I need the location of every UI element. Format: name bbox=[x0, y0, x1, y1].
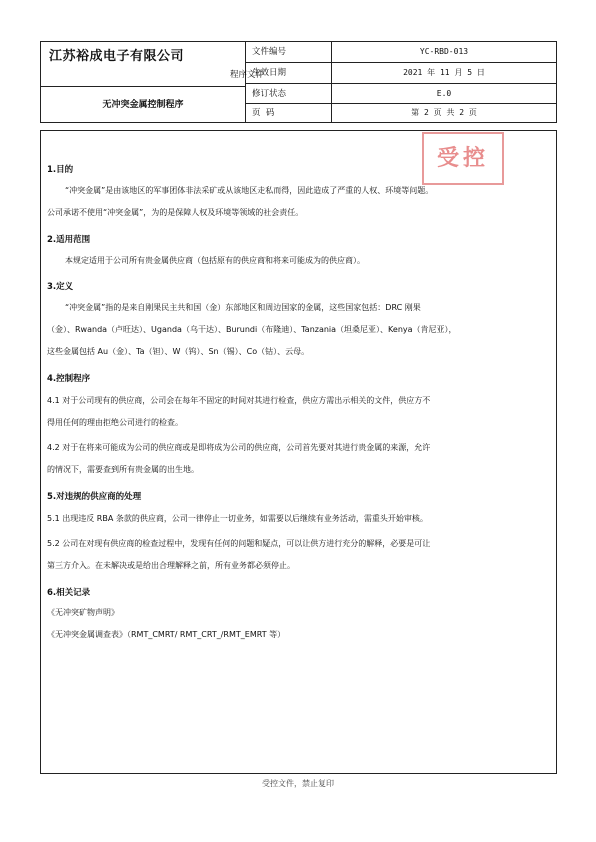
paragraph: “冲突金属”指的是来自刚果民主共和国（金）东部地区和周边国家的金属，这些国家包括：DRC 刚果 bbox=[65, 303, 421, 312]
page-footer: 受控文件，禁止复印 bbox=[262, 779, 334, 788]
paragraph: 这些金属包括 Au（金）、Ta（钽）、W（钨）、Sn（锡）、Co（钴）、云母。 bbox=[47, 347, 310, 356]
document-header-table bbox=[40, 41, 557, 123]
company-name: 江苏裕成电子有限公司 bbox=[49, 49, 185, 64]
paragraph: 4.2 对于在将来可能成为公司的供应商或是即将成为公司的供应商，公司首先要对其进行贵金属的来源，允许 bbox=[47, 443, 431, 452]
doc-number-value: YC-RBD-013 bbox=[419, 47, 469, 56]
paragraph: 公司承诺不使用“冲突金属”，为的是保障人权及环境等领域的社会责任。 bbox=[47, 208, 304, 217]
paragraph: “冲突金属”是由该地区的军事团体非法采矿或从该地区走私而得，因此造成了严重的人权、环境等问题。 bbox=[65, 186, 434, 195]
paragraph: 《无冲突金属调查表》（RMT_CMRT/ RMT_CRT_/RMT_EMRT 等） bbox=[47, 630, 286, 639]
paragraph: 第三方介入。在未解决或是给出合理解释之前，所有业务都必须停止。 bbox=[47, 561, 295, 570]
controlled-stamp: 受控 bbox=[422, 132, 504, 185]
revision-label: 修订状态 bbox=[252, 89, 287, 99]
document-type: 程序文件 bbox=[230, 70, 265, 80]
paragraph: 5.2 公司在对现有供应商的检查过程中，发现有任何的问题和疑点，可以让供方进行充分的解释，必要是可让 bbox=[47, 539, 431, 548]
effective-date-value: 2021 年 11 月 5 日 bbox=[403, 68, 485, 77]
paragraph: 得用任何的理由拒绝公司进行的检查。 bbox=[47, 418, 183, 427]
section-title-control-procedure: 4.控制程序 bbox=[47, 374, 91, 384]
paragraph: 4.1 对于公司现有的供应商，公司会在每年不固定的时间对其进行检查，供应方需出示相关的文件，供应方不 bbox=[47, 396, 431, 405]
revision-value: E.0 bbox=[436, 89, 452, 98]
page-label: 页 码 bbox=[252, 108, 275, 118]
section-title-purpose: 1.目的 bbox=[47, 165, 74, 175]
header-divider bbox=[41, 86, 245, 87]
paragraph: 5.1 出现违反 RBA 条款的供应商，公司一律停止一切业务，如需要以后继续有业务活动，需重头开始审核。 bbox=[47, 514, 428, 523]
paragraph: 本规定适用于公司所有贵金属供应商（包括原有的供应商和将来可能成为的供应商）。 bbox=[65, 256, 365, 265]
paragraph: （金）、Rwanda（卢旺达）、Uganda（乌干达）、Burundi（布隆迪）、Tanzania（坦桑尼亚）、Kenya（肯尼亚）， bbox=[47, 325, 457, 334]
page-value: 第 2 页 共 2 页 bbox=[411, 108, 477, 117]
paragraph: 《无冲突矿物声明》 bbox=[47, 608, 119, 617]
paragraph: 的情况下，需要查到所有贵金属的出生地。 bbox=[47, 465, 199, 474]
procedure-title: 无冲突金属控制程序 bbox=[102, 100, 184, 110]
section-title-definition: 3.定义 bbox=[47, 282, 74, 292]
doc-number-label: 文件编号 bbox=[252, 47, 287, 57]
section-title-violations: 5.对违规的供应商的处理 bbox=[47, 492, 142, 502]
effective-date-label: 生效日期 bbox=[252, 68, 287, 78]
section-title-scope: 2.适用范围 bbox=[47, 235, 91, 245]
section-title-records: 6.相关记录 bbox=[47, 588, 91, 598]
